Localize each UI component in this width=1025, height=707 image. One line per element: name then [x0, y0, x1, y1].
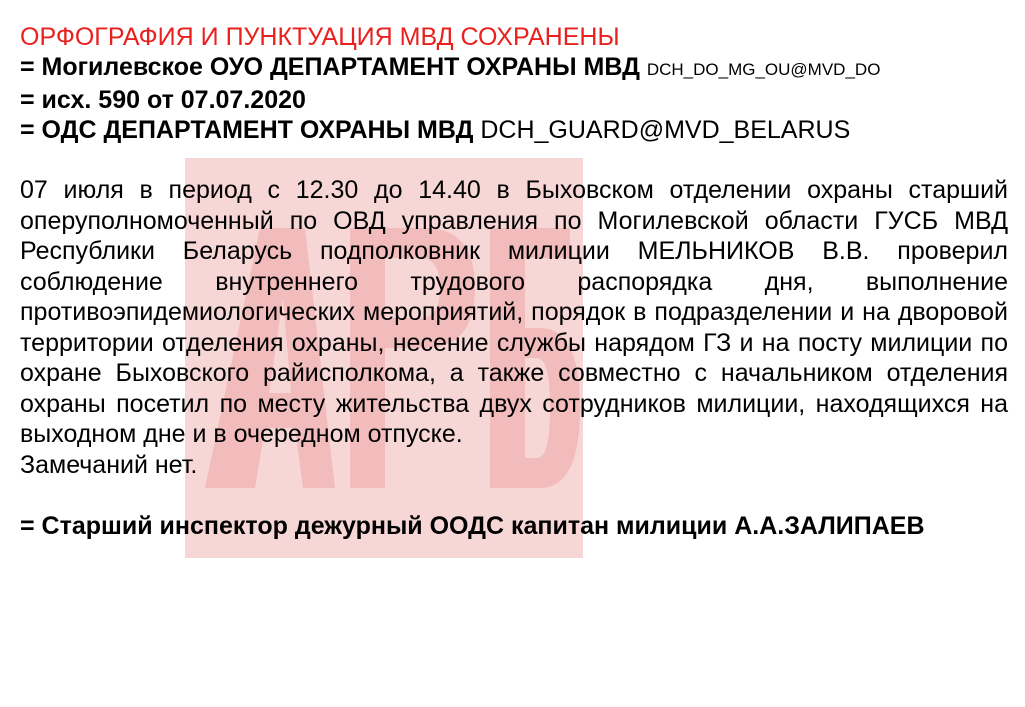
spelling-notice: ОРФОГРАФИЯ И ПУНКТУАЦИЯ МВД СОХРАНЕНЫ [20, 23, 620, 51]
recipient-line [20, 115, 1008, 145]
document-content [20, 22, 1008, 541]
sender-address: DCH_DO_MG_OU@MVD_DO [646, 60, 881, 79]
remarks-line: Замечаний нет. [20, 450, 198, 479]
report-paragraph: 07 июля в период с 12.30 до 14.40 в Быховском отделении охраны старший оперуполномоченный по ОВД управления по Могилевской области ГУСБ МВД Республики Беларусь подполковник милиции МЕЛЬНИКОВ В.В. проверил соблюдение внутреннего трудового распорядка дня, выполнение противоэпидемиологических мероприятий, порядок в подразделении и на дворовой территории отделения охраны, несение службы нарядом ГЗ и на посту милиции по охране Быховского райисполкома, а также совместно с начальником отделения охраны посетил по месту жительства двух сотрудников милиции, находящихся на выходном дне и в очередном отпуске. [20, 176, 1008, 448]
recipient-prefix: = [20, 116, 42, 144]
recipient-address: DCH_GUARD@MVD_BELARUS [480, 116, 851, 144]
sender-name: Могилевское ОУО ДЕПАРТАМЕНТ ОХРАНЫ МВД [41, 53, 640, 81]
recipient-name: ОДС ДЕПАРТАМЕНТ ОХРАНЫ МВД [41, 116, 474, 144]
outgoing-line [20, 85, 1008, 115]
signature-line: = Старший инспектор дежурный ООДС капитан милиции А.А.ЗАЛИПАЕВ [20, 512, 925, 540]
outgoing-number: = исх. 590 от 07.07.2020 [20, 86, 306, 114]
sender-prefix: = [20, 53, 42, 81]
sender-line [20, 52, 1008, 85]
